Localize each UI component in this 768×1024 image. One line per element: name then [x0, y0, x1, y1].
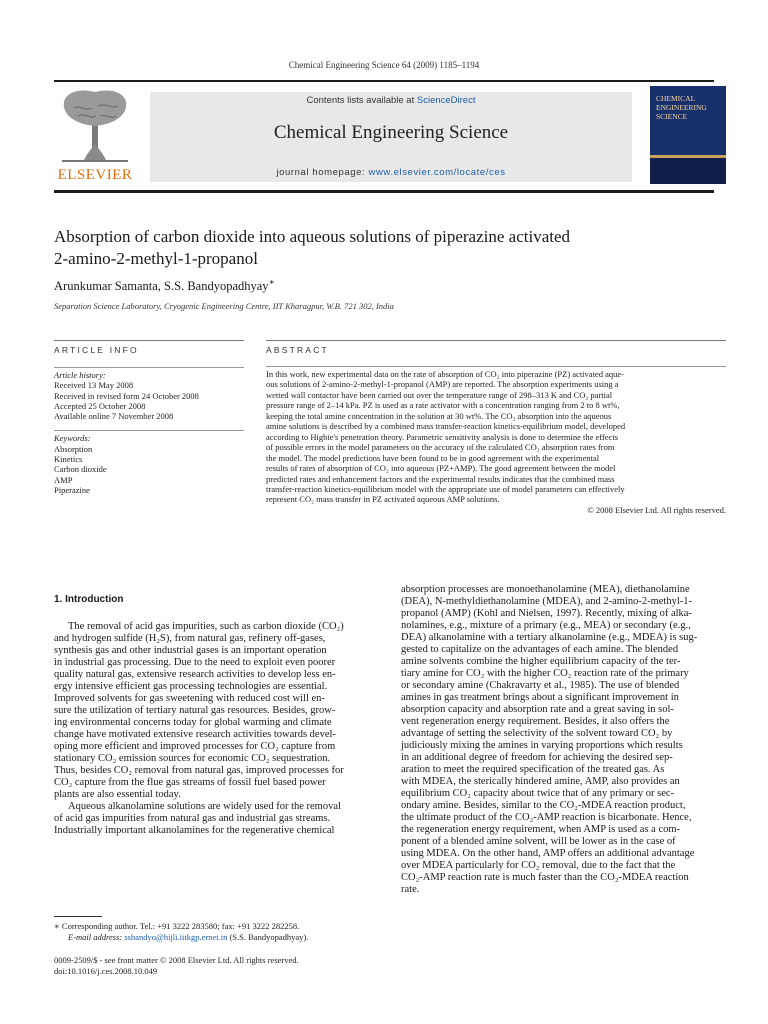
body-line: Aqueous alkanolamine solutions are widely used for the removal	[68, 801, 341, 812]
authors: Arunkumar Samanta, S.S. Bandyopadhyay	[54, 279, 269, 294]
affiliation: Separation Science Laboratory, Cryogenic Engineering Centre, IIT Kharagpur, W.B. 721 302, India	[54, 301, 394, 311]
body-line: quality natural gas, extensive research activities to develop less en-	[54, 669, 336, 680]
body-right-column	[401, 584, 726, 896]
info-rule	[54, 367, 244, 368]
homepage-prefix: journal homepage:	[276, 167, 369, 178]
body-line: vent regeneration energy requirement. Besides, it also offers the	[401, 716, 670, 727]
body-line: CO₂ capture from the flue gas streams of fossil fuel based power	[54, 777, 326, 788]
abstract-line: In this work, new experimental data on the rate of absorption of CO₂ into piperazine (PZ) activated aque-	[266, 369, 624, 379]
history-item: Available online 7 November 2008	[54, 411, 174, 422]
abstract-line: according to Higbie's penetration theory. Parametric sensitivity analysis is done to determine the effects	[266, 431, 619, 442]
body-line: tiary amine for CO₂ with the higher CO₂ reaction rate of the primary	[401, 668, 689, 679]
body-line: amines in gas treatment brings about a significant improvement in	[401, 692, 679, 703]
corresponding-author-mark[interactable]: ∗	[268, 277, 275, 287]
abstract-heading: ABSTRACT	[266, 345, 329, 355]
contents-line	[150, 95, 632, 106]
history-label: Article history:	[54, 370, 106, 380]
journal-title: Chemical Engineering Science	[273, 122, 509, 143]
body-line: Thus, besides CO₂ removal from natural gas, improved processes for	[54, 765, 344, 776]
abstract-line: represent CO₂ mass transfer in PZ activated aqueous AMP solutions.	[266, 494, 500, 505]
body-line: amine solvents combine the higher equilibrium capacity of the ter-	[401, 656, 681, 667]
article-title	[54, 226, 674, 270]
body-line: rate.	[401, 884, 420, 895]
body-line: ing environmental concerns today for global warming and climate	[54, 717, 332, 728]
body-line: the regeneration energy requirement, when AMP is used as a com-	[401, 824, 681, 835]
body-line: equilibrium CO₂ capacity about twice that of any primary or sec-	[401, 788, 675, 799]
email-line	[54, 932, 384, 943]
abstract-line: wetted wall contactor have been carried out over the temperature range of 298–313 K and CO₂ partial	[266, 389, 613, 400]
abstract-line: ous solutions of 2-amino-2-methyl-1-propanol (AMP) are reported. The absorption experiments using a	[266, 379, 619, 390]
body-line: the ultimate product of the CO₂-AMP reaction is bicarbonate. Hence,	[401, 812, 692, 823]
contents-prefix: Contents lists available at	[306, 95, 417, 106]
journal-cover	[650, 86, 726, 184]
abstract-line: predicted rates and enhancement factors and the experimental results indicates that the combined mass	[266, 473, 615, 484]
introduction-heading: 1. Introduction	[54, 594, 124, 605]
keywords-rule	[54, 430, 244, 431]
publisher-name: ELSEVIER	[57, 167, 133, 183]
history-item: Accepted 25 October 2008	[54, 400, 146, 411]
article-info-heading: ARTICLE INFO	[54, 345, 139, 355]
cover-title: CHEMICAL ENGINEERING SCIENCE	[656, 94, 707, 121]
body-line: and hydrogen sulfide (H₂S), from natural gas, refinery off-gases,	[54, 633, 326, 644]
journal-homepage-link[interactable]: www.elsevier.com/locate/ces	[368, 167, 506, 178]
abstract-line: transfer-reaction kinetics-equilibrium model with the appropriate use of model parameters can effectively	[266, 483, 625, 494]
body-line: or secondary amine (Chakravarty et al., 1985). The use of blended	[401, 680, 680, 691]
abstract-line: of possible errors in the model parameters on the accuracy of the calculated CO₂ absorption rates from	[266, 442, 615, 453]
footnote-rule	[54, 916, 102, 917]
title-line-2: 2-amino-2-methyl-1-propanol	[54, 249, 258, 268]
body-line: plants are also essential today.	[54, 789, 181, 800]
body-line: over MDEA particularly for CO₂ removal, due to the fact that the	[401, 860, 676, 871]
body-line: in an additional degree of freedom for achieving the desired sep-	[401, 752, 673, 763]
keyword: Piperazine	[54, 484, 90, 495]
body-line: judiciously mixing the amines in varying proportions which results	[401, 740, 683, 751]
front-matter-line: 0009-2509/$ - see front matter © 2008 Elsevier Ltd. All rights reserved.	[54, 955, 299, 965]
body-line: nolamines, e.g., mixture of a primary (e.g., MEA) or secondary (e.g.,	[401, 620, 691, 631]
body-line: sure the utilization of tertiary natural gas resources. Besides, grow-	[54, 705, 336, 716]
abstract-line: pressure range of 2–14 kPa. PZ is used as a rate activator with a concentration ranging from 2 to 8 wt%,	[266, 400, 620, 411]
body-line: synthesis gas and other industrial gases is an important operation	[54, 645, 327, 656]
body-line: (DEA), N-methyldiethanolamine (MDEA), and 2-amino-2-methyl-1-	[401, 596, 693, 607]
author-email-link[interactable]: ssbandyo@hijli.iitkgp.ernet.in	[124, 931, 228, 942]
header-rule-top	[54, 80, 714, 82]
email-label: E-mail address:	[68, 931, 125, 942]
body-line-with-citation	[401, 608, 726, 620]
abstract-line: results of rates of absorption of CO₂ into aqueous (PZ+AMP). The good agreement between the model	[266, 463, 616, 474]
keyword: AMP	[54, 474, 73, 485]
article-info	[54, 367, 244, 495]
body-line: with MDEA, the sterically hindered amine, AMP, also provides an	[401, 776, 680, 787]
corresponding-author-note: ∗ Corresponding author. Tel.: +91 3222 283580; fax: +91 3222 282258.	[54, 921, 300, 931]
issn-block	[54, 955, 384, 976]
homepage-line	[150, 167, 632, 178]
body-line: of acid gas impurities from natural gas and industrial gas streams.	[54, 813, 331, 824]
keyword: Kinetics	[54, 454, 83, 465]
abstract-text	[266, 366, 726, 515]
body-line: in industrial gas processing. Due to the need to exploit even poorer	[54, 657, 336, 668]
doi-line: doi:10.1016/j.ces.2008.10.049	[54, 965, 158, 976]
keywords-label: Keywords:	[54, 433, 91, 444]
journal-citation: Chemical Engineering Science 64 (2009) 1185–1194	[288, 60, 480, 70]
body-left-column	[54, 594, 379, 837]
body-line: Improved solvents for gas sweetening with reduced cost will en-	[54, 693, 325, 704]
keyword: Absorption	[54, 443, 93, 454]
keyword: Carbon dioxide	[54, 464, 107, 475]
body-line: stationary CO₂ emission sources for economic CO₂ sequestration.	[54, 753, 331, 764]
body-line: ponent of a blended amine solvent, will be lower as in the case of	[401, 836, 676, 847]
body-line: DEA) alkanolamine with a tertiary alkanolamine (e.g., MDEA) is sug-	[401, 632, 698, 643]
intro-para-2	[54, 801, 379, 837]
body-line: oping more efficient and improved processes for CO₂ capture from	[54, 741, 336, 752]
email-suffix: (S.S. Bandyopadhyay).	[227, 931, 309, 942]
abstract-line: the model. The model predictions have been found to be in good agreement with the experimental	[266, 452, 600, 463]
body-line: advantage of setting the selectivity of the solvent toward CO₂ by	[401, 728, 673, 739]
body-line: ondary amine. Besides, similar to the CO₂-MDEA reaction product,	[401, 800, 686, 811]
body-line: using MDEA. On the other hand, AMP offers an additional advantage	[401, 848, 695, 859]
intro-para-1	[54, 621, 379, 801]
body-line: The removal of acid gas impurities, such as carbon dioxide (CO₂)	[68, 621, 344, 632]
body-line: propanol (AMP) (Kohl and Nielsen, 1997). Recently, mixing of alka-	[401, 608, 692, 619]
header-rule-bottom	[54, 190, 714, 193]
body-line: absorption capacity and absorption rate and a great saving in sol-	[401, 704, 674, 715]
body-line: Industrially important alkanolamines for the regenerative chemical	[54, 825, 335, 836]
journal-masthead	[150, 92, 632, 182]
body-line: absorption processes are monoethanolamine (MEA), diethanolamine	[401, 584, 690, 595]
elsevier-tree-icon	[54, 86, 136, 164]
abstract-copyright: © 2008 Elsevier Ltd. All rights reserved.	[587, 504, 726, 515]
cover-band	[650, 158, 726, 184]
body-line: aration to meet the required specification of the treated gas. As	[401, 764, 665, 775]
body-line: ergy intensive efficient gas processing technologies are essential.	[54, 681, 328, 692]
publisher-logo	[54, 86, 136, 184]
history-item: Received in revised form 24 October 2008	[54, 390, 199, 401]
history-item: Received 13 May 2008	[54, 380, 134, 391]
sciencedirect-link[interactable]: ScienceDirect	[416, 95, 476, 106]
abstract-rule	[266, 340, 726, 341]
author-list	[54, 277, 275, 294]
article-info-rule	[54, 340, 244, 341]
footnote	[54, 921, 384, 942]
body-line: CO₂-AMP reaction rate is much faster than the CO₂-MDEA reaction	[401, 872, 689, 883]
abstract-line: keeping the total amine concentration in the solution at 30 wt%. The CO₂ absorption into the aqueous	[266, 410, 612, 421]
body-line: gested to capitalize on the advantages of each amine. The blended	[401, 644, 679, 655]
title-line-1: Absorption of carbon dioxide into aqueous solutions of piperazine activated	[54, 227, 571, 246]
body-line: change have motivated extensive research activities towards devel-	[54, 729, 336, 740]
abstract-line: amine solutions is described by a combined mass transfer-reaction kinetics-equilibrium model, developed	[266, 421, 626, 432]
